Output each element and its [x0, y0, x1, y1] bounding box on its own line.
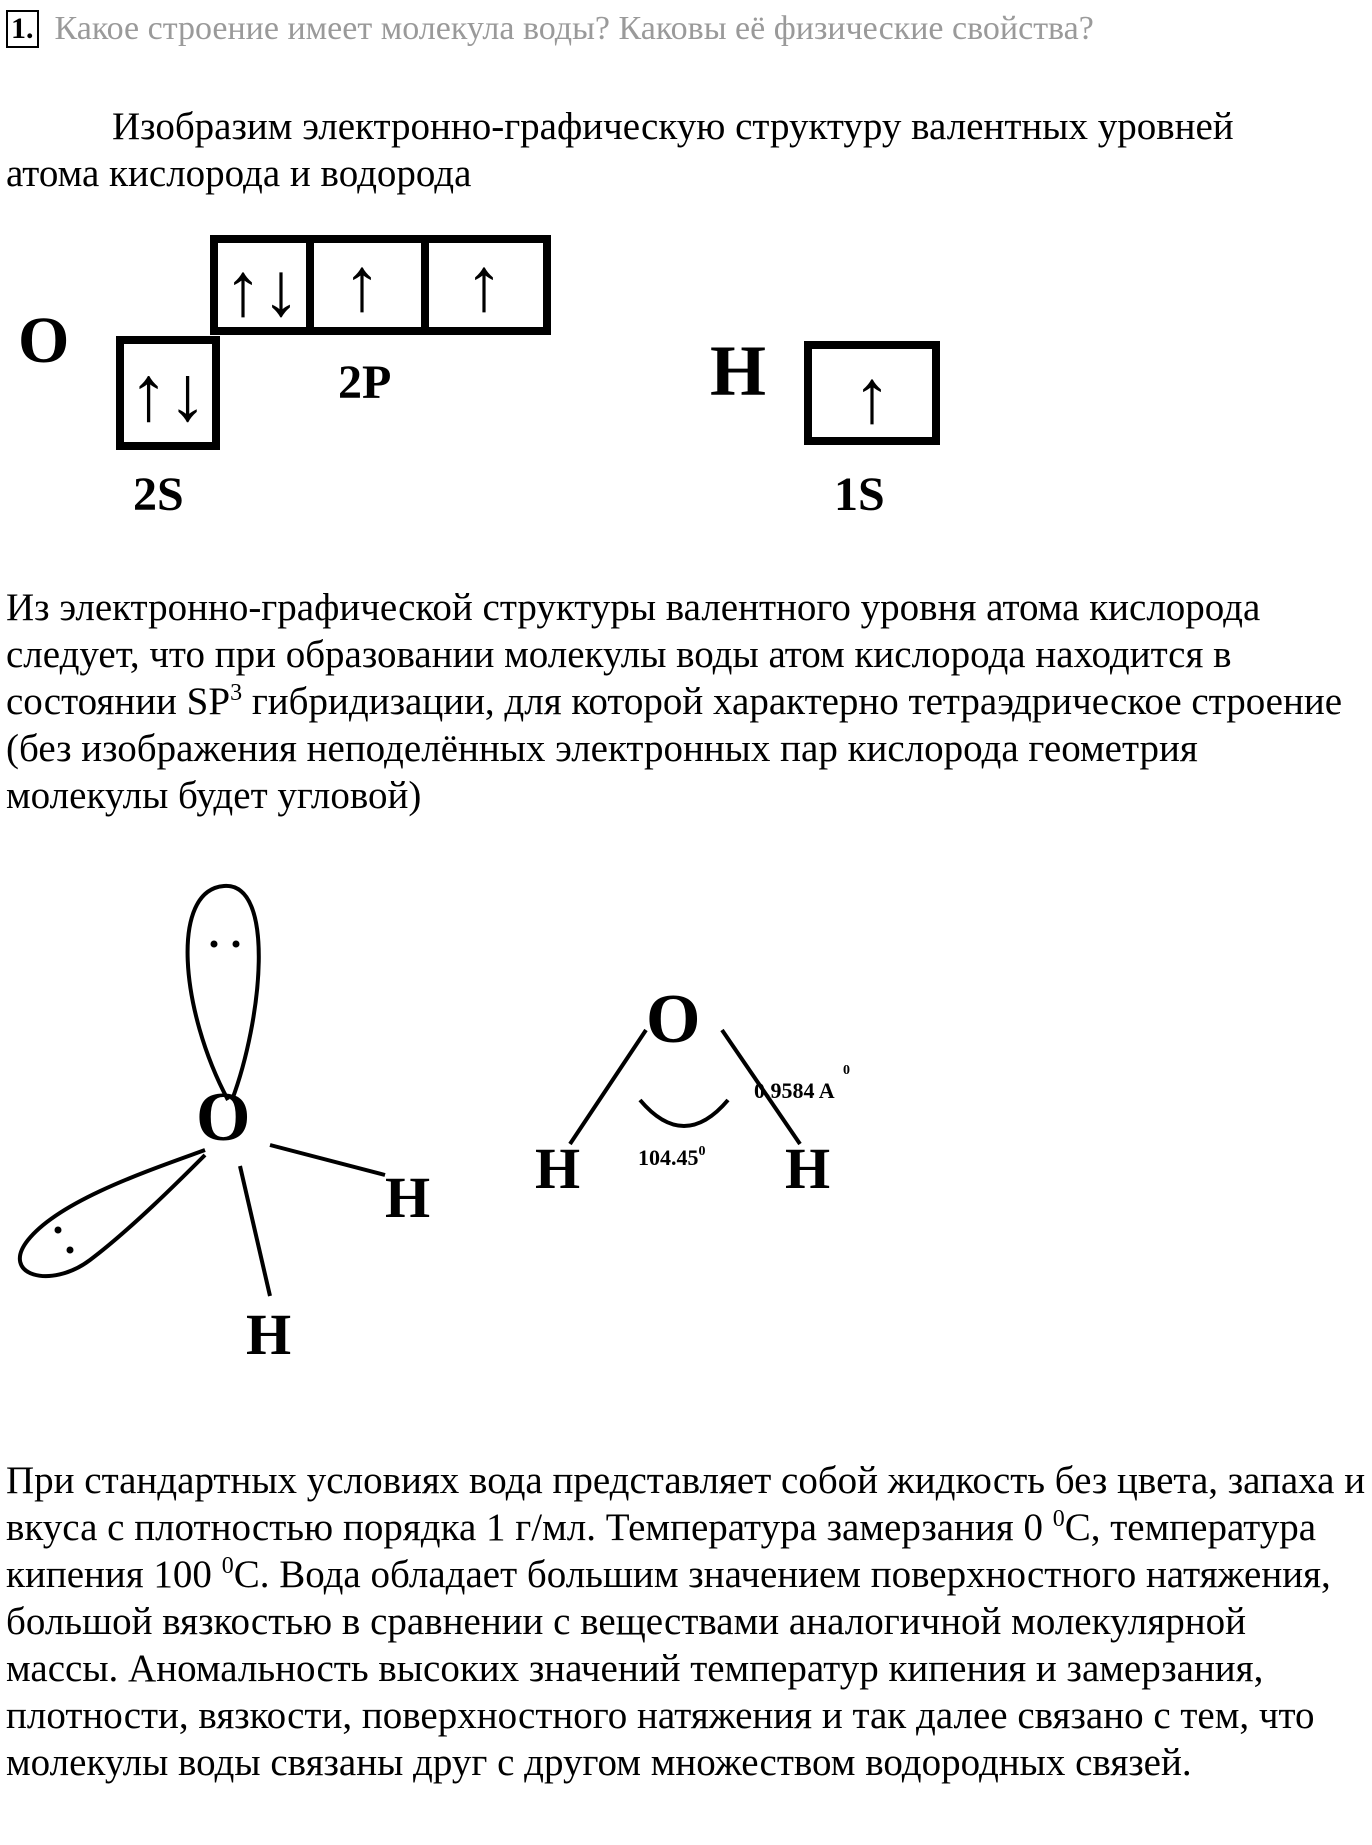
lone-pair-lobe-up — [188, 886, 259, 1100]
degree-sup-2: 0 — [221, 1553, 234, 1579]
question-text: Какое строение имеет молекула воды? Каковы её физические свойства? — [54, 10, 1094, 47]
hybridization-text-1: Из электронно-графической структуры валентного уровня атома кислорода следует, что при образовании молекулы воды атом кислорода находится в состоянии SP — [6, 586, 1261, 723]
properties-text-2: С, температура кипения 100 — [6, 1506, 1317, 1596]
intro-line-1: Изобразим электронно-графическую структуру валентных уровней — [112, 105, 1234, 148]
oxygen-2p-label: 2P — [338, 356, 392, 409]
tetrahedral-hydrogen-right: H — [385, 1165, 431, 1230]
angular-hydrogen-right: H — [785, 1136, 831, 1201]
oxygen-2p-electrons-3: ↑ — [465, 243, 503, 327]
intro-line-2: атома кислорода и водорода — [6, 152, 472, 195]
properties-text-1: При стандартных условиях вода представляет собой жидкость без цвета, запаха и вкуса с плотностью порядка 1 г/мл. Температура замерзания 0 — [6, 1459, 1366, 1549]
lone-pair-dot — [55, 1227, 62, 1234]
bond-angle-value: 104.45$^0$ — [638, 1144, 706, 1170]
degree-sup-1: 0 — [1052, 1506, 1065, 1532]
bond-length-label: 0.9584 A — [754, 1078, 835, 1103]
properties-text-3: С. Вода обладает большим значением поверхностного натяжения, большой вязкостью в сравнении с веществами аналогичной молекулярной массы. Аномальность высоких значений температур кипения и замерзания, плотности, вязкости, поверхностного натяжения и так далее связано с тем, что молекулы воды связаны друг с другом множеством водородных связей. — [6, 1553, 1331, 1784]
molecule-diagram — [0, 870, 1372, 1370]
lone-pair-dot — [233, 941, 240, 948]
orbital-diagram — [0, 200, 1372, 540]
properties-paragraph — [6, 1457, 1366, 1786]
intro-paragraph — [6, 103, 1366, 197]
hydrogen-symbol: H — [710, 331, 767, 411]
bond-line — [270, 1145, 385, 1175]
bond-line — [570, 1030, 646, 1144]
lone-pair-dot — [211, 941, 218, 948]
angstrom-mark: 0 — [843, 1063, 850, 1078]
lone-pair-lobe-left — [20, 1150, 205, 1276]
oxygen-2s-label: 2S — [133, 468, 184, 521]
question-heading — [6, 10, 1094, 48]
oxygen-2s-electrons: ↑↓ — [129, 350, 207, 437]
oxygen-symbol: O — [18, 304, 70, 377]
hydrogen-1s-label: 1S — [834, 468, 885, 521]
tetrahedral-hydrogen-bottom: H — [246, 1302, 292, 1367]
angular-oxygen: O — [646, 981, 701, 1058]
question-number: 1. — [6, 10, 39, 48]
tetrahedral-oxygen: O — [196, 1079, 251, 1156]
hybridization-text-2: гибридизации, для которой характерно тетраэдрическое строение (без изображения неподелённых электронных пар кислорода геометрия молекулы будет угловой) — [6, 680, 1343, 817]
bond-angle-arc — [640, 1100, 728, 1126]
hydrogen-1s-electrons: ↑ — [853, 355, 891, 439]
lone-pair-dot — [67, 1247, 74, 1254]
oxygen-2p-electrons-2: ↑ — [343, 243, 381, 327]
angular-hydrogen-left: H — [535, 1136, 581, 1201]
bond-line — [240, 1166, 270, 1296]
oxygen-2p-electrons-1: ↑↓ — [224, 248, 300, 332]
hybridization-sup: 3 — [230, 680, 243, 706]
hybridization-paragraph — [6, 584, 1366, 819]
